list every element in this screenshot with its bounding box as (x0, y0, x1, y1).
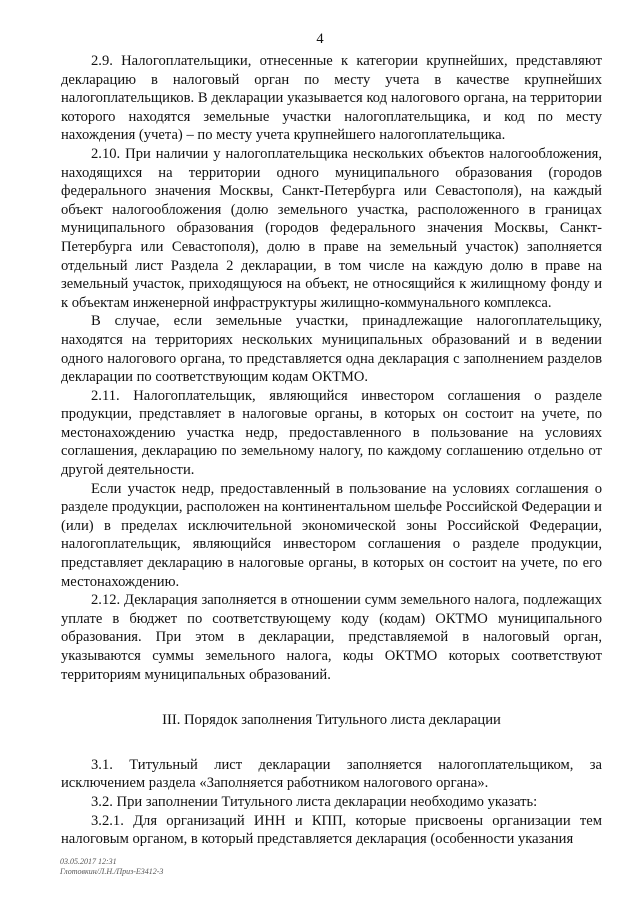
section-heading: III. Порядок заполнения Титульного листа декларации (162, 712, 501, 729)
document-body (61, 52, 602, 849)
paragraph-2-11: 2.11. Налогоплательщик, являющийся инвестором соглашения о разделе продукции, представляет в налоговые органы, в которых он состоит на учете, по местонахождению участка недр, предоставленного в пользование на условиях соглашения, декларацию по земельному налогу, по каждому соглашению отдельно от другой деятельности. (61, 387, 602, 479)
paragraph-2-11-continued: Если участок недр, предоставленный в пользование на условиях соглашения о разделе продукции, расположен на континентальном шельфе Российской Федерации и (или) в пределах исключительной экономической зоны Российской Федерации, налогоплательщик, являющийся инвестором соглашения о разделе продукции, представляет декларацию в налоговые органы, в которых он состоит на учете, по его местонахождению. (61, 480, 602, 590)
paragraph-2-12: 2.12. Декларация заполняется в отношении сумм земельного налога, подлежащих уплате в бюджет по соответствующему коду (кодам) ОКТМО муниципального образования. При этом в декларации, представляемой в налоговый орган, указываются суммы земельного налога, коды ОКТМО которых соответствуют территориям муниципальных образований. (61, 592, 602, 683)
paragraph-3-1: 3.1. Титульный лист декларации заполняется налогоплательщиком, за исключением раздела «Заполняется работником налогового органа». (61, 756, 602, 792)
page-number: 4 (316, 31, 324, 47)
paragraph-3-2-1: 3.2.1. Для организаций ИНН и КПП, которые присвоены организации тем налоговым органом, в который представляется декларация (особенности указания (61, 812, 602, 848)
paragraph-2-10: 2.10. При наличии у налогоплательщика нескольких объектов налогообложения, находящихся на территории одного муниципального образования (городов федерального значения Москвы, Санкт-Петербурга или Севастополя), на каждый объект налогообложения (долю земельного участка, расположенного в границах муниципального образования (городов федерального значения Москвы, Санкт-Петербурга или Севастополя), долю в праве на земельный участок) заполняется отдельный лист Раздела 2 декларации, в том числе на каждую долю в праве на земельный участок, приходящуюся на объект, не относящийся к жилищному фонду и к объектам инженерной инфраструктуры жилищно-коммунального комплекса. (61, 145, 602, 311)
paragraph-3-2: 3.2. При заполнении Титульного листа декларации необходимо указать: (91, 793, 538, 810)
paragraph-2-9: 2.9. Налогоплательщики, отнесенные к категории крупнейших, представляют декларацию в налоговый орган по месту учета в качестве крупнейших налогоплательщиков. В декларации указывается код налогового органа, на территории которого находятся земельные участки налогоплательщика, и код по месту нахождения (учета) – по месту учета крупнейшего налогоплательщика. (61, 53, 602, 144)
footer-timestamp: 03.05.2017 12:31 (60, 857, 117, 866)
paragraph-2-10-continued: В случае, если земельные участки, принадлежащие налогоплательщику, находятся на территориях нескольких муниципальных образований и в ведении одного налогового органа, то представляется одна декларация с заполнением разделов декларации по соответствующим кодам ОКТМО. (61, 313, 602, 386)
footer-stamp (60, 857, 163, 877)
footer-document-code: Глотовкин/Л.Н./Приз-Е3412-3 (60, 867, 164, 876)
